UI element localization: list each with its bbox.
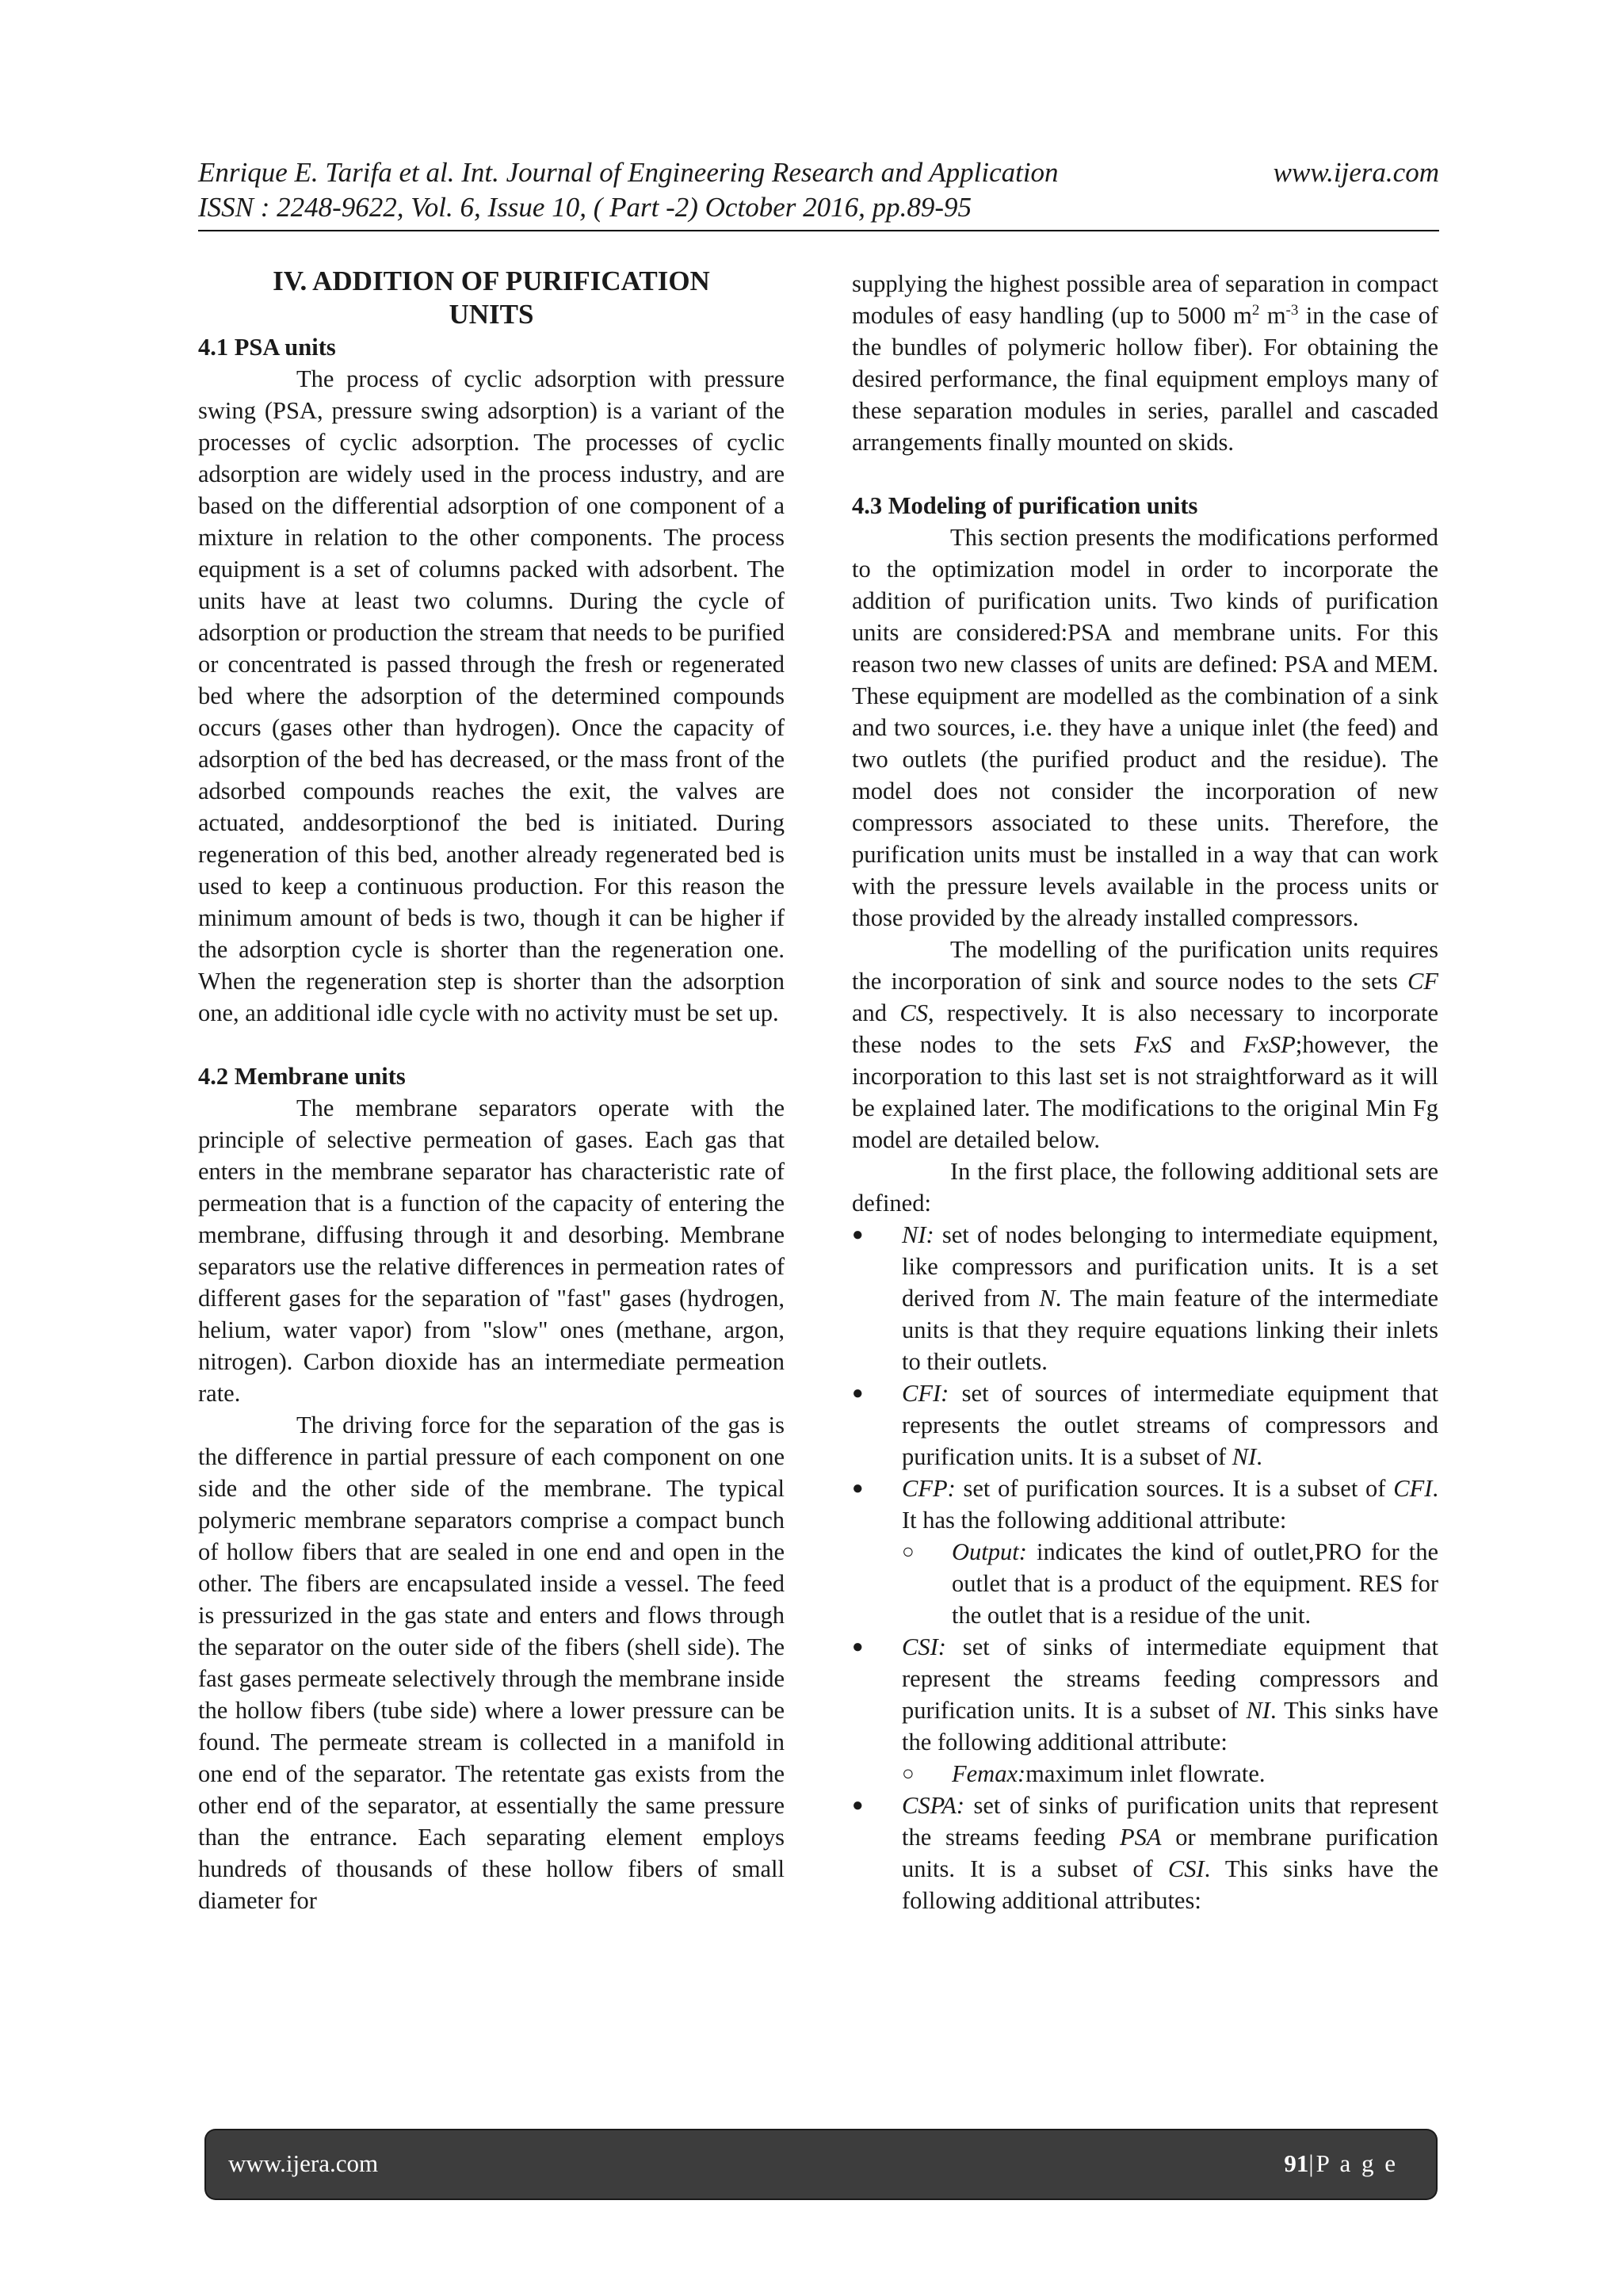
footer-website[interactable]: www.ijera.com xyxy=(228,2149,379,2177)
journal-citation: Enrique E. Tarifa et al. Int. Journal of Engineering Research and Application xyxy=(198,157,1059,188)
header-row-2 xyxy=(198,190,1439,225)
paragraph-membrane-2: The driving force for the separation of the gas is the difference in partial pressure of each component on one side and the other side of the membrane. The typical polymeric membrane separators comprise a compact bunch of hollow fibers that are sealed in one end and open in the other. The fibers are encapsulated inside a vessel. The feed is pressurized in the gas state and enters and flows through the separator on the outer side of the fibers (shell side). The fast gases permeate selectively through the membrane inside the hollow fibers (tube side) where a lower pressure can be found. The permeate stream is collected in a manifold in one end of the separator. The retentate gas exists from the other end of the separator, at essentially the same pressure than the entrance. Each separating element employs hundreds of thousands of these hollow fibers of small diameter for xyxy=(198,1412,785,1914)
header-row-1 xyxy=(198,155,1439,190)
sets-list xyxy=(852,1219,1438,1916)
journal-website[interactable]: www.ijera.com xyxy=(1273,157,1439,188)
sub-list xyxy=(902,1758,1438,1790)
left-column xyxy=(198,265,785,1916)
page-header xyxy=(198,155,1439,225)
paragraph-continued: supplying the highest possible area of separation in compact modules of easy handling (up to 5000 $m^2$ $m^{-3}$ in the case of the bundles of polymeric hollow fiber). For obtaining the desired performance, the final equipment employs many of these separation modules in series, parallel and cascaded arrangements finally mounted on skids. xyxy=(852,270,1439,456)
subheading-4-3: 4.3 Modeling of purification units xyxy=(852,492,1198,519)
right-column xyxy=(852,268,1438,1916)
list-item: ● CSI: set of sinks of intermediate equipment that represent the streams feeding compressors and purification units. It is a subset of NI. This sinks have the following additional attribute: ○ Femax:maximum inlet flowrate. xyxy=(852,1631,1438,1790)
sub-list xyxy=(902,1536,1438,1631)
section-title: IV. ADDITION OF PURIFICATION UNITS xyxy=(273,266,710,330)
list-item: ● CSPA: set of sinks of purification units that represent the streams feeding PSA or membrane purification units. It is a subset of CSI. This sinks have the following additional attributes: xyxy=(852,1790,1438,1916)
paragraph-modeling-3: In the first place, the following additional sets are defined: xyxy=(852,1158,1438,1217)
paragraph-psa: The process of cyclic adsorption with pressure swing (PSA, pressure swing adsorption) is a variant of the processes of cyclic adsorption. The processes of cyclic adsorption are widely used in the process industry, and are based on the differential adsorption of one component of a mixture in relation to the other components. The process equipment is a set of columns packed with adsorbent. The units have at least two columns. During the cycle of adsorption or production the stream that needs to be purified or concentrated is passed through the fresh or regenerated bed where the adsorption of the determined compounds occurs (gases other than hydrogen). Once the capacity of adsorption of the bed has decreased, or the mass front of the adsorbed compounds reaches the exit, the valves are actuated, anddesorptionof the bed is initiated. During regeneration of this bed, another already regenerated bed is used to keep a continuous production. For this reason the minimum amount of beds is two, though it can be higher if the adsorption cycle is shorter than the regeneration one. When the regeneration step is shorter than the adsorption one, an additional idle cycle with no activity must be set up. xyxy=(198,365,785,1026)
sub-list-item: ○ Femax:maximum inlet flowrate. xyxy=(902,1758,1438,1790)
subheading-4-1: 4.1 PSA units xyxy=(198,334,336,361)
issn-line: ISSN : 2248-9622, Vol. 6, Issue 10, ( Part -2) October 2016, pp.89-95 xyxy=(198,192,972,223)
page-footer xyxy=(206,2130,1436,2199)
list-item: ● CFP: set of purification sources. It is a subset of CFI. It has the following additional attribute: ○ Output: indicates the kind of outlet,PRO for the outlet that is a product of the equipment. RES for the outlet that is a residue of the unit. xyxy=(852,1473,1438,1631)
paragraph-modeling-2: The modelling of the purification units requires the incorporation of sink and source nodes to the sets CF and CS, respectively. It is also necessary to incorporate these nodes to the sets FxS and FxSP;however, the incorporation to this last set is not straightforward as it will be explained later. The modifications to the original Min Fg model are detailed below. xyxy=(852,936,1438,1153)
list-item: ● CFI: set of sources of intermediate equipment that represents the outlet streams of compressors and purification units. It is a subset of NI. xyxy=(852,1377,1438,1473)
subheading-4-2: 4.2 Membrane units xyxy=(198,1063,406,1090)
list-item: ● NI: set of nodes belonging to intermediate equipment, like compressors and purification units. It is a set derived from N. The main feature of the intermediate units is that they require equations linking their inlets to their outlets. xyxy=(852,1219,1438,1377)
paragraph-membrane-1: The membrane separators operate with the principle of selective permeation of gases. Each gas that enters in the membrane separator has characteristic rate of permeation that is a function of the capacity of entering the membrane, diffusing through it and desorbing. Membrane separators use the relative differences in permeation rates of different gases for the separation of "fast" gases (hydrogen, helium, water vapor) from "slow" ones (methane, argon, nitrogen). Carbon dioxide has an intermediate permeation rate. xyxy=(198,1095,785,1407)
header-rule xyxy=(198,230,1439,231)
sub-list-item: ○ Output: indicates the kind of outlet,PRO for the outlet that is a product of the equipment. RES for the outlet that is a residue of the unit. xyxy=(902,1536,1438,1631)
paragraph-modeling-1: This section presents the modifications performed to the optimization model in order to incorporate the addition of purification units. Two kinds of purification units are considered:PSA and membrane units. For this reason two new classes of units are defined: PSA and MEM. These equipment are modelled as the combination of a sink and two sources, i.e. they have a unique inlet (the feed) and two outlets (the purified product and the residue). The model does not consider the incorporation of new compressors associated to these units. Therefore, the purification units must be installed in a way that can work with the pressure levels available in the process units or those provided by the already installed compressors. xyxy=(852,524,1438,931)
page-number: 91|P a g e xyxy=(1284,2149,1398,2177)
